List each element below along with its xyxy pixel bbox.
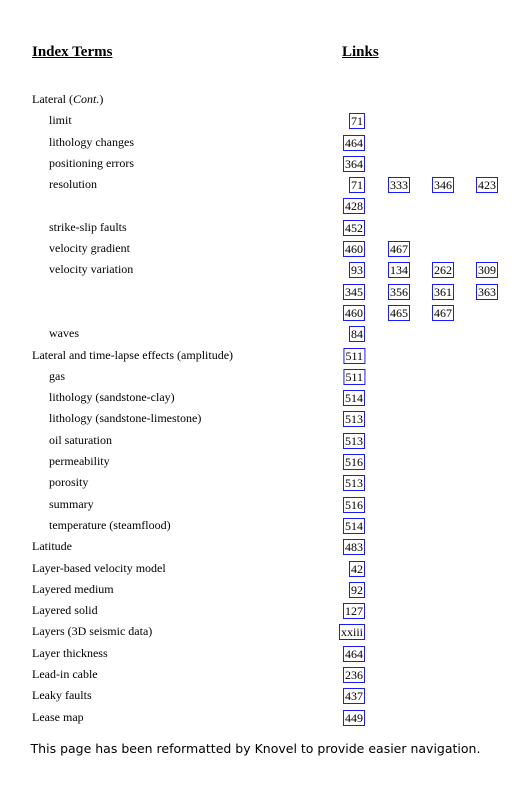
index-row bbox=[0, 431, 531, 452]
index-term bbox=[32, 710, 84, 725]
index-subterm bbox=[49, 113, 72, 128]
index-subterm bbox=[49, 262, 133, 277]
page-link[interactable]: 134 bbox=[390, 263, 408, 278]
index-subterm bbox=[49, 475, 88, 490]
page-link[interactable]: 511 bbox=[345, 348, 363, 363]
index-subterm bbox=[49, 411, 201, 426]
index-row bbox=[0, 665, 531, 686]
index-subterm bbox=[49, 433, 112, 448]
index-row bbox=[0, 346, 531, 367]
term-text: gas bbox=[49, 368, 65, 383]
term-text: oil saturation bbox=[49, 432, 112, 447]
page-link[interactable]: 449 bbox=[345, 710, 363, 725]
page-link[interactable]: 363 bbox=[478, 284, 496, 299]
page-link[interactable]: 423 bbox=[478, 178, 496, 193]
index-row bbox=[0, 367, 531, 388]
index-row bbox=[0, 601, 531, 622]
index-row bbox=[0, 218, 531, 239]
term-text: lithology (sandstone-limestone) bbox=[49, 411, 202, 426]
page-link[interactable]: 236 bbox=[345, 668, 363, 683]
page-link[interactable]: 467 bbox=[434, 305, 452, 320]
term-text: strike-slip faults bbox=[49, 219, 127, 234]
term-text: Lease map bbox=[32, 709, 84, 724]
index-term: Lateral (Cont.) bbox=[32, 92, 104, 106]
index-row bbox=[0, 409, 531, 430]
term-text: Layer thickness bbox=[32, 645, 108, 660]
index-row bbox=[0, 644, 531, 665]
page-link[interactable]: 464 bbox=[345, 135, 363, 150]
term-text: permeability bbox=[49, 454, 110, 469]
page-link[interactable]: xxiii bbox=[340, 625, 363, 640]
index-subterm bbox=[49, 518, 171, 533]
index-terms-header: Index Terms bbox=[32, 44, 113, 60]
index-subterm bbox=[49, 497, 94, 512]
page-link[interactable]: 511 bbox=[345, 369, 363, 384]
index-term bbox=[32, 561, 166, 576]
page-link[interactable]: 71 bbox=[351, 178, 363, 193]
index-subterm bbox=[49, 220, 127, 235]
term-text: velocity variation bbox=[49, 262, 134, 277]
page-link[interactable]: 460 bbox=[345, 305, 363, 320]
page-link[interactable]: 346 bbox=[434, 178, 452, 193]
index-term bbox=[32, 646, 108, 661]
links-header: Links bbox=[342, 44, 379, 60]
index-term bbox=[32, 624, 152, 639]
index-row bbox=[0, 622, 531, 643]
term-continued: Cont. bbox=[72, 92, 100, 106]
term-text: summary bbox=[49, 496, 94, 511]
term-text: lithology changes bbox=[49, 134, 134, 149]
index-row bbox=[0, 239, 531, 260]
index-row bbox=[0, 154, 531, 175]
index-row bbox=[0, 495, 531, 516]
term-text: Layered medium bbox=[32, 581, 114, 596]
footer-note: This page has been reformatted by Knovel to provide easier navigation. bbox=[30, 741, 481, 756]
page-link[interactable]: 127 bbox=[345, 604, 363, 619]
term-text: Layers (3D seismic data) bbox=[32, 624, 153, 639]
page-link[interactable]: 428 bbox=[345, 199, 363, 214]
page-link[interactable]: 513 bbox=[345, 476, 363, 491]
page-link[interactable]: 345 bbox=[345, 284, 363, 299]
term-text: positioning errors bbox=[49, 155, 134, 170]
term-text: Layer-based velocity model bbox=[32, 560, 166, 575]
index-subterm bbox=[49, 454, 110, 469]
index-subterm bbox=[49, 390, 175, 405]
page-link[interactable]: 513 bbox=[345, 412, 363, 427]
index-row bbox=[0, 686, 531, 707]
index-list bbox=[0, 90, 531, 729]
index-row bbox=[0, 303, 531, 324]
term-text: limit bbox=[49, 113, 72, 128]
index-term bbox=[32, 667, 98, 682]
index-term bbox=[32, 539, 72, 554]
page-link[interactable]: 437 bbox=[345, 689, 363, 704]
index-subterm bbox=[49, 326, 79, 341]
term-text: porosity bbox=[49, 475, 89, 490]
page-link[interactable]: 333 bbox=[390, 178, 408, 193]
index-row bbox=[0, 388, 531, 409]
term-text: Layered solid bbox=[32, 603, 98, 618]
index-row bbox=[0, 282, 531, 303]
term-text: Latitude bbox=[32, 539, 72, 554]
term-text: lithology (sandstone-clay) bbox=[49, 390, 175, 405]
index-row bbox=[0, 580, 531, 601]
index-subterm bbox=[49, 177, 97, 192]
index-row bbox=[0, 260, 531, 281]
term-text: Lateral bbox=[32, 92, 66, 106]
index-row bbox=[0, 473, 531, 494]
page-link[interactable]: 42 bbox=[351, 561, 363, 576]
page-link[interactable]: 361 bbox=[434, 284, 452, 299]
index-row bbox=[0, 708, 531, 729]
term-text: resolution bbox=[49, 177, 97, 192]
page-link[interactable]: 513 bbox=[345, 433, 363, 448]
index-subterm bbox=[49, 369, 65, 384]
index-row bbox=[0, 196, 531, 217]
page-link[interactable]: 356 bbox=[390, 284, 408, 299]
term-text: Lateral and time-lapse effects (amplitude) bbox=[32, 347, 234, 362]
term-text: Lead-in cable bbox=[32, 667, 98, 682]
page-link[interactable]: 514 bbox=[345, 518, 363, 533]
page-link[interactable]: 452 bbox=[345, 220, 363, 235]
index-row bbox=[0, 90, 531, 111]
index-term bbox=[32, 348, 233, 363]
index-term bbox=[32, 688, 92, 703]
page-link[interactable]: 514 bbox=[345, 391, 363, 406]
page-link[interactable]: 84 bbox=[351, 327, 363, 342]
page-link[interactable]: 464 bbox=[345, 646, 363, 661]
page-link[interactable]: 309 bbox=[478, 263, 496, 278]
page-link[interactable]: 465 bbox=[390, 305, 408, 320]
page-link[interactable]: 71 bbox=[351, 114, 363, 129]
index-subterm bbox=[49, 156, 134, 171]
index-row bbox=[0, 175, 531, 196]
index-row bbox=[0, 537, 531, 558]
page-link[interactable]: 516 bbox=[345, 497, 363, 512]
page-link[interactable]: 483 bbox=[345, 540, 363, 555]
index-term bbox=[32, 603, 98, 618]
index-row bbox=[0, 111, 531, 132]
page-link[interactable]: 516 bbox=[345, 455, 363, 470]
index-subterm bbox=[49, 135, 134, 150]
page-link[interactable]: 262 bbox=[434, 263, 452, 278]
index-row bbox=[0, 133, 531, 154]
index-row bbox=[0, 324, 531, 345]
term-text: temperature (steamflood) bbox=[49, 517, 171, 532]
term-text: velocity gradient bbox=[49, 241, 130, 256]
page-link[interactable]: 467 bbox=[390, 242, 408, 257]
page-link[interactable]: 93 bbox=[351, 263, 363, 278]
index-subterm bbox=[49, 241, 130, 256]
page-link[interactable]: 92 bbox=[351, 582, 363, 597]
index-row bbox=[0, 559, 531, 580]
term-text: waves bbox=[49, 326, 79, 341]
page-link[interactable]: 364 bbox=[345, 156, 363, 171]
term-text: Leaky faults bbox=[32, 688, 92, 703]
index-row bbox=[0, 516, 531, 537]
page-link[interactable]: 460 bbox=[345, 242, 363, 257]
index-term bbox=[32, 582, 114, 597]
index-row bbox=[0, 452, 531, 473]
